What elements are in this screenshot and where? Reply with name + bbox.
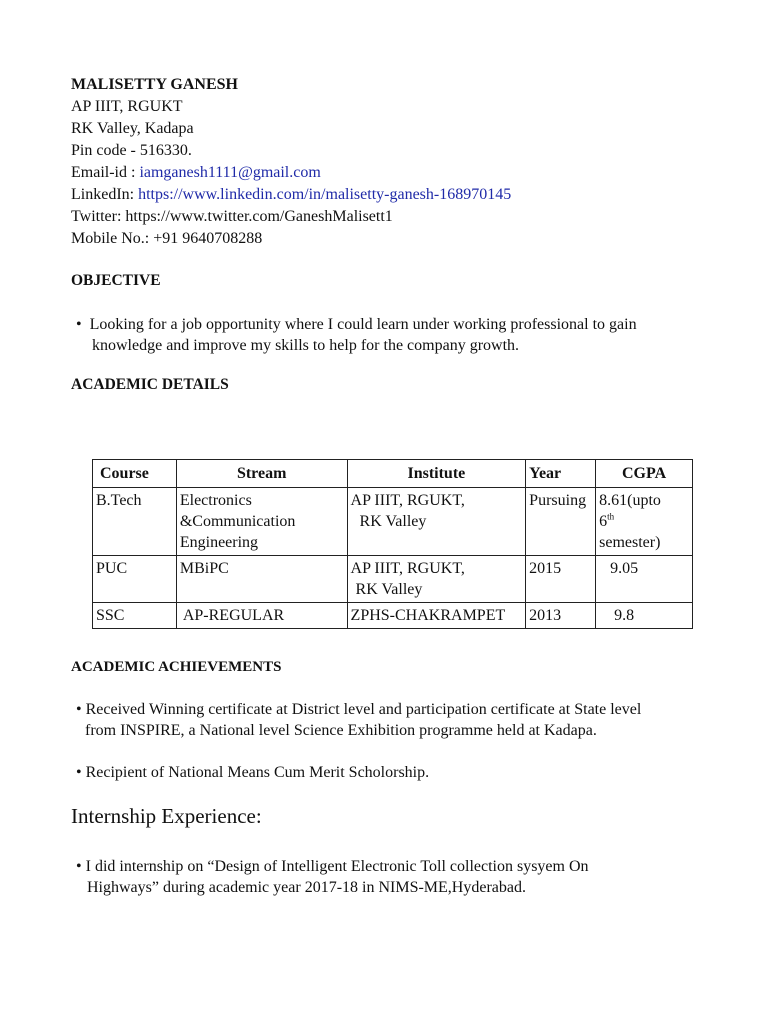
achievements-heading: ACADEMIC ACHIEVEMENTS	[71, 659, 282, 675]
academic-heading: ACADEMIC DETAILS	[71, 376, 229, 393]
achievement-item1-line1	[76, 699, 641, 720]
achievement-text: Recipient of National Means Cum Merit Scholorship.	[85, 764, 430, 781]
cell-institute: ZPHS-CHAKRAMPET	[347, 603, 526, 629]
cgpa-semester-number: 6	[599, 513, 608, 530]
achievement-item1-line2: from INSPIRE, a National level Science Exhibition programme held at Kadapa.	[85, 722, 597, 739]
institute-line: AP IIIT, RGUKT	[71, 98, 183, 115]
internship-line1	[76, 856, 589, 877]
bullet-icon: •	[76, 701, 82, 718]
col-header-year: Year	[526, 460, 596, 488]
table-row	[93, 556, 693, 603]
col-header-institute: Institute	[347, 460, 526, 488]
academic-table	[92, 459, 693, 629]
cell-institute-line: RK Valley	[355, 581, 423, 598]
table-row	[93, 603, 693, 629]
col-header-course: Course	[93, 460, 177, 488]
cell-cgpa-line	[599, 511, 689, 532]
internship-heading: Internship Experience:	[71, 804, 262, 828]
cell-year: Pursuing	[526, 488, 596, 556]
cell-institute	[347, 556, 526, 603]
cell-course: SSC	[93, 603, 177, 629]
col-header-stream: Stream	[176, 460, 347, 488]
cell-year: 2015	[526, 556, 596, 603]
cell-course: B.Tech	[93, 488, 177, 556]
cell-stream	[176, 488, 347, 556]
cell-cgpa-line: semester)	[599, 534, 661, 551]
cell-cgpa: 9.8	[596, 603, 693, 629]
table-row	[93, 488, 693, 556]
location-line: RK Valley, Kadapa	[71, 120, 194, 137]
achievement-text: Received Winning certificate at District level and participation certificate at State level	[85, 701, 642, 718]
cell-cgpa-line: 8.61(upto	[599, 492, 661, 509]
cell-institute-line: AP IIIT, RGUKT,	[350, 492, 465, 509]
internship-line2: Highways” during academic year 2017-18 in NIMS-ME,Hyderabad.	[87, 879, 526, 896]
cell-institute-line: AP IIIT, RGUKT,	[350, 560, 465, 577]
cell-course: PUC	[93, 556, 177, 603]
cell-stream: MBiPC	[176, 556, 347, 603]
bullet-icon: •	[76, 316, 82, 333]
cell-stream: AP-REGULAR	[176, 603, 347, 629]
email-line	[71, 162, 321, 184]
twitter-line: Twitter: https://www.twitter.com/GaneshMalisett1	[71, 208, 393, 225]
candidate-name: MALISETTY GANESH	[71, 76, 238, 93]
objective-heading: OBJECTIVE	[71, 272, 161, 289]
objective-text-line1: Looking for a job opportunity where I could learn under working professional to gain	[89, 316, 637, 333]
cell-stream-line: Engineering	[179, 534, 259, 551]
linkedin-line	[71, 184, 511, 206]
cell-stream-line: &Communication	[179, 513, 296, 530]
cell-year: 2013	[526, 603, 596, 629]
objective-text-line2: knowledge and improve my skills to help for the company growth.	[92, 337, 520, 354]
bullet-icon: •	[76, 858, 82, 875]
cell-institute	[347, 488, 526, 556]
cell-cgpa: 9.05	[596, 556, 693, 603]
linkedin-link[interactable]: https://www.linkedin.com/in/malisetty-ganesh-168970145	[138, 186, 512, 203]
objective-bullet-line1	[76, 314, 637, 335]
internship-text: I did internship on “Design of Intelligent Electronic Toll collection sysyem On	[85, 858, 589, 875]
cgpa-semester-suffix: th	[607, 511, 615, 522]
email-link[interactable]: iamganesh1111@gmail.com	[139, 164, 321, 181]
linkedin-label: LinkedIn:	[71, 186, 139, 203]
email-label: Email-id :	[71, 164, 140, 181]
cell-stream-line: Electronics	[179, 492, 252, 509]
mobile-line: Mobile No.: +91 9640708288	[71, 230, 263, 247]
col-header-cgpa: CGPA	[596, 460, 693, 488]
cell-institute-line: RK Valley	[359, 513, 427, 530]
bullet-icon: •	[76, 764, 82, 781]
achievement-item2	[76, 762, 429, 783]
cell-cgpa	[596, 488, 693, 556]
table-header-row	[93, 460, 693, 488]
pincode-line: Pin code - 516330.	[71, 142, 192, 159]
